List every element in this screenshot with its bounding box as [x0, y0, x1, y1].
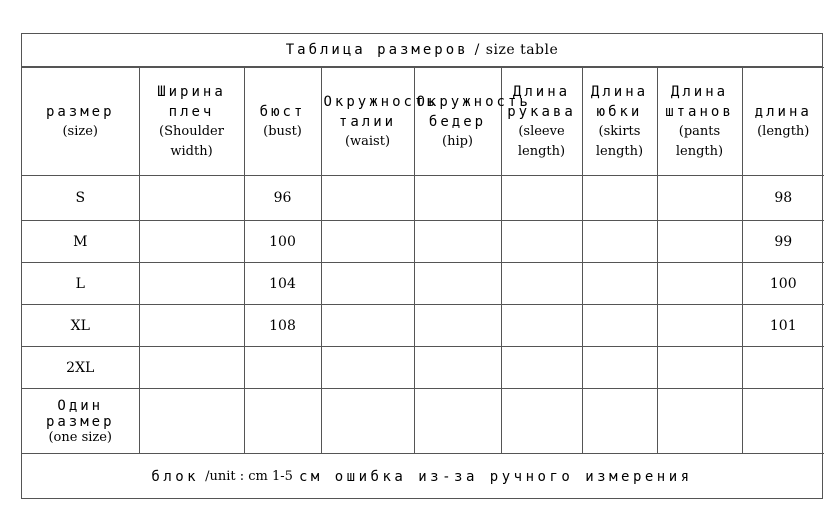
cell-size: S	[22, 176, 139, 221]
cell-skirt	[582, 305, 657, 347]
cell-waist	[321, 221, 414, 263]
cell-size: M	[22, 221, 139, 263]
cell-length: 98	[742, 176, 824, 221]
header-pants-en: (pants length)	[675, 123, 724, 159]
header-shoulder-width	[139, 68, 244, 176]
header-shoulder-ru: Ширина плеч	[157, 83, 226, 120]
header-row	[22, 68, 824, 176]
cell-sleeve	[501, 347, 582, 389]
cell-shoulder	[139, 389, 244, 454]
cell-shoulder	[139, 176, 244, 221]
cell-waist	[321, 347, 414, 389]
header-sleeve-length	[501, 68, 582, 176]
cell-waist	[321, 389, 414, 454]
cell-length	[742, 347, 824, 389]
header-size-en: (size)	[62, 123, 98, 139]
cell-pants	[657, 263, 742, 305]
header-hip-ru: Окружность бедер	[416, 93, 531, 130]
cell-skirt	[582, 176, 657, 221]
cell-size: XL	[22, 305, 139, 347]
table-title	[22, 34, 822, 67]
cell-pants	[657, 305, 742, 347]
cell-bust: 104	[244, 263, 321, 305]
header-skirt-en: (skirts length)	[595, 123, 644, 159]
cell-pants	[657, 221, 742, 263]
header-size	[22, 68, 139, 176]
cell-bust: 100	[244, 221, 321, 263]
cell-skirt	[582, 221, 657, 263]
cell-pants	[657, 176, 742, 221]
header-hip	[414, 68, 531, 176]
one-size-ru: Один размер	[45, 397, 115, 430]
header-waist	[321, 68, 438, 176]
cell-size-one-size	[22, 389, 139, 454]
header-hip-en: (hip)	[442, 133, 473, 149]
header-bust-en: (bust)	[263, 123, 302, 139]
one-size-en: (one size)	[48, 429, 113, 445]
cell-sleeve	[501, 263, 582, 305]
header-pants-ru: Длина штанов	[665, 83, 734, 120]
header-waist-en: (waist)	[344, 133, 391, 149]
header-size-ru: размер	[45, 103, 115, 120]
header-length-ru: длина	[754, 103, 812, 120]
header-length	[742, 68, 824, 176]
cell-sleeve	[501, 389, 582, 454]
cell-sleeve	[501, 221, 582, 263]
cell-hip	[414, 389, 501, 454]
size-table-frame	[21, 33, 823, 499]
cell-shoulder	[139, 263, 244, 305]
cell-length	[742, 389, 824, 454]
cell-pants	[657, 347, 742, 389]
title-ru: Таблица размеров	[285, 42, 469, 58]
cell-bust	[244, 347, 321, 389]
cell-pants	[657, 389, 742, 454]
header-sleeve-en: (sleeve length)	[517, 123, 566, 159]
cell-bust: 96	[244, 176, 321, 221]
cell-length: 99	[742, 221, 824, 263]
table-row	[22, 347, 824, 389]
cell-shoulder	[139, 221, 244, 263]
table-row	[22, 221, 824, 263]
title-en: size table	[485, 42, 559, 58]
table-row	[22, 305, 824, 347]
footer-error-note: см ошибка из-за ручного измерения	[298, 468, 693, 485]
size-table	[22, 67, 824, 454]
cell-shoulder	[139, 347, 244, 389]
cell-waist	[321, 263, 414, 305]
header-skirt-length	[582, 68, 657, 176]
cell-bust	[244, 389, 321, 454]
cell-sleeve	[501, 176, 582, 221]
footer-unit-ru: блок	[151, 468, 200, 485]
footer-unit-en: /unit : cm 1-5	[205, 469, 293, 484]
cell-sleeve	[501, 305, 582, 347]
header-shoulder-en: (Shoulder width)	[159, 123, 224, 159]
table-footer	[22, 455, 822, 498]
cell-waist	[321, 176, 414, 221]
cell-skirt	[582, 347, 657, 389]
cell-shoulder	[139, 305, 244, 347]
cell-size: 2XL	[22, 347, 139, 389]
header-pants-length	[657, 68, 742, 176]
cell-size: L	[22, 263, 139, 305]
cell-length: 100	[742, 263, 824, 305]
header-bust	[244, 68, 321, 176]
header-skirt-ru: Длина юбки	[590, 83, 649, 120]
header-sleeve-ru: Длина рукава	[507, 83, 576, 120]
cell-skirt	[582, 389, 657, 454]
cell-hip	[414, 305, 501, 347]
header-waist-ru: Окружность талии	[323, 93, 438, 130]
cell-hip	[414, 263, 501, 305]
cell-hip	[414, 221, 501, 263]
cell-bust: 108	[244, 305, 321, 347]
cell-length: 101	[742, 305, 824, 347]
table-row	[22, 263, 824, 305]
table-row	[22, 389, 824, 454]
table-row	[22, 176, 824, 221]
cell-hip	[414, 347, 501, 389]
title-separator: /	[474, 42, 480, 58]
cell-waist	[321, 305, 414, 347]
header-bust-ru: бюст	[259, 103, 306, 120]
cell-skirt	[582, 263, 657, 305]
header-length-en: (length)	[757, 123, 810, 139]
cell-hip	[414, 176, 501, 221]
